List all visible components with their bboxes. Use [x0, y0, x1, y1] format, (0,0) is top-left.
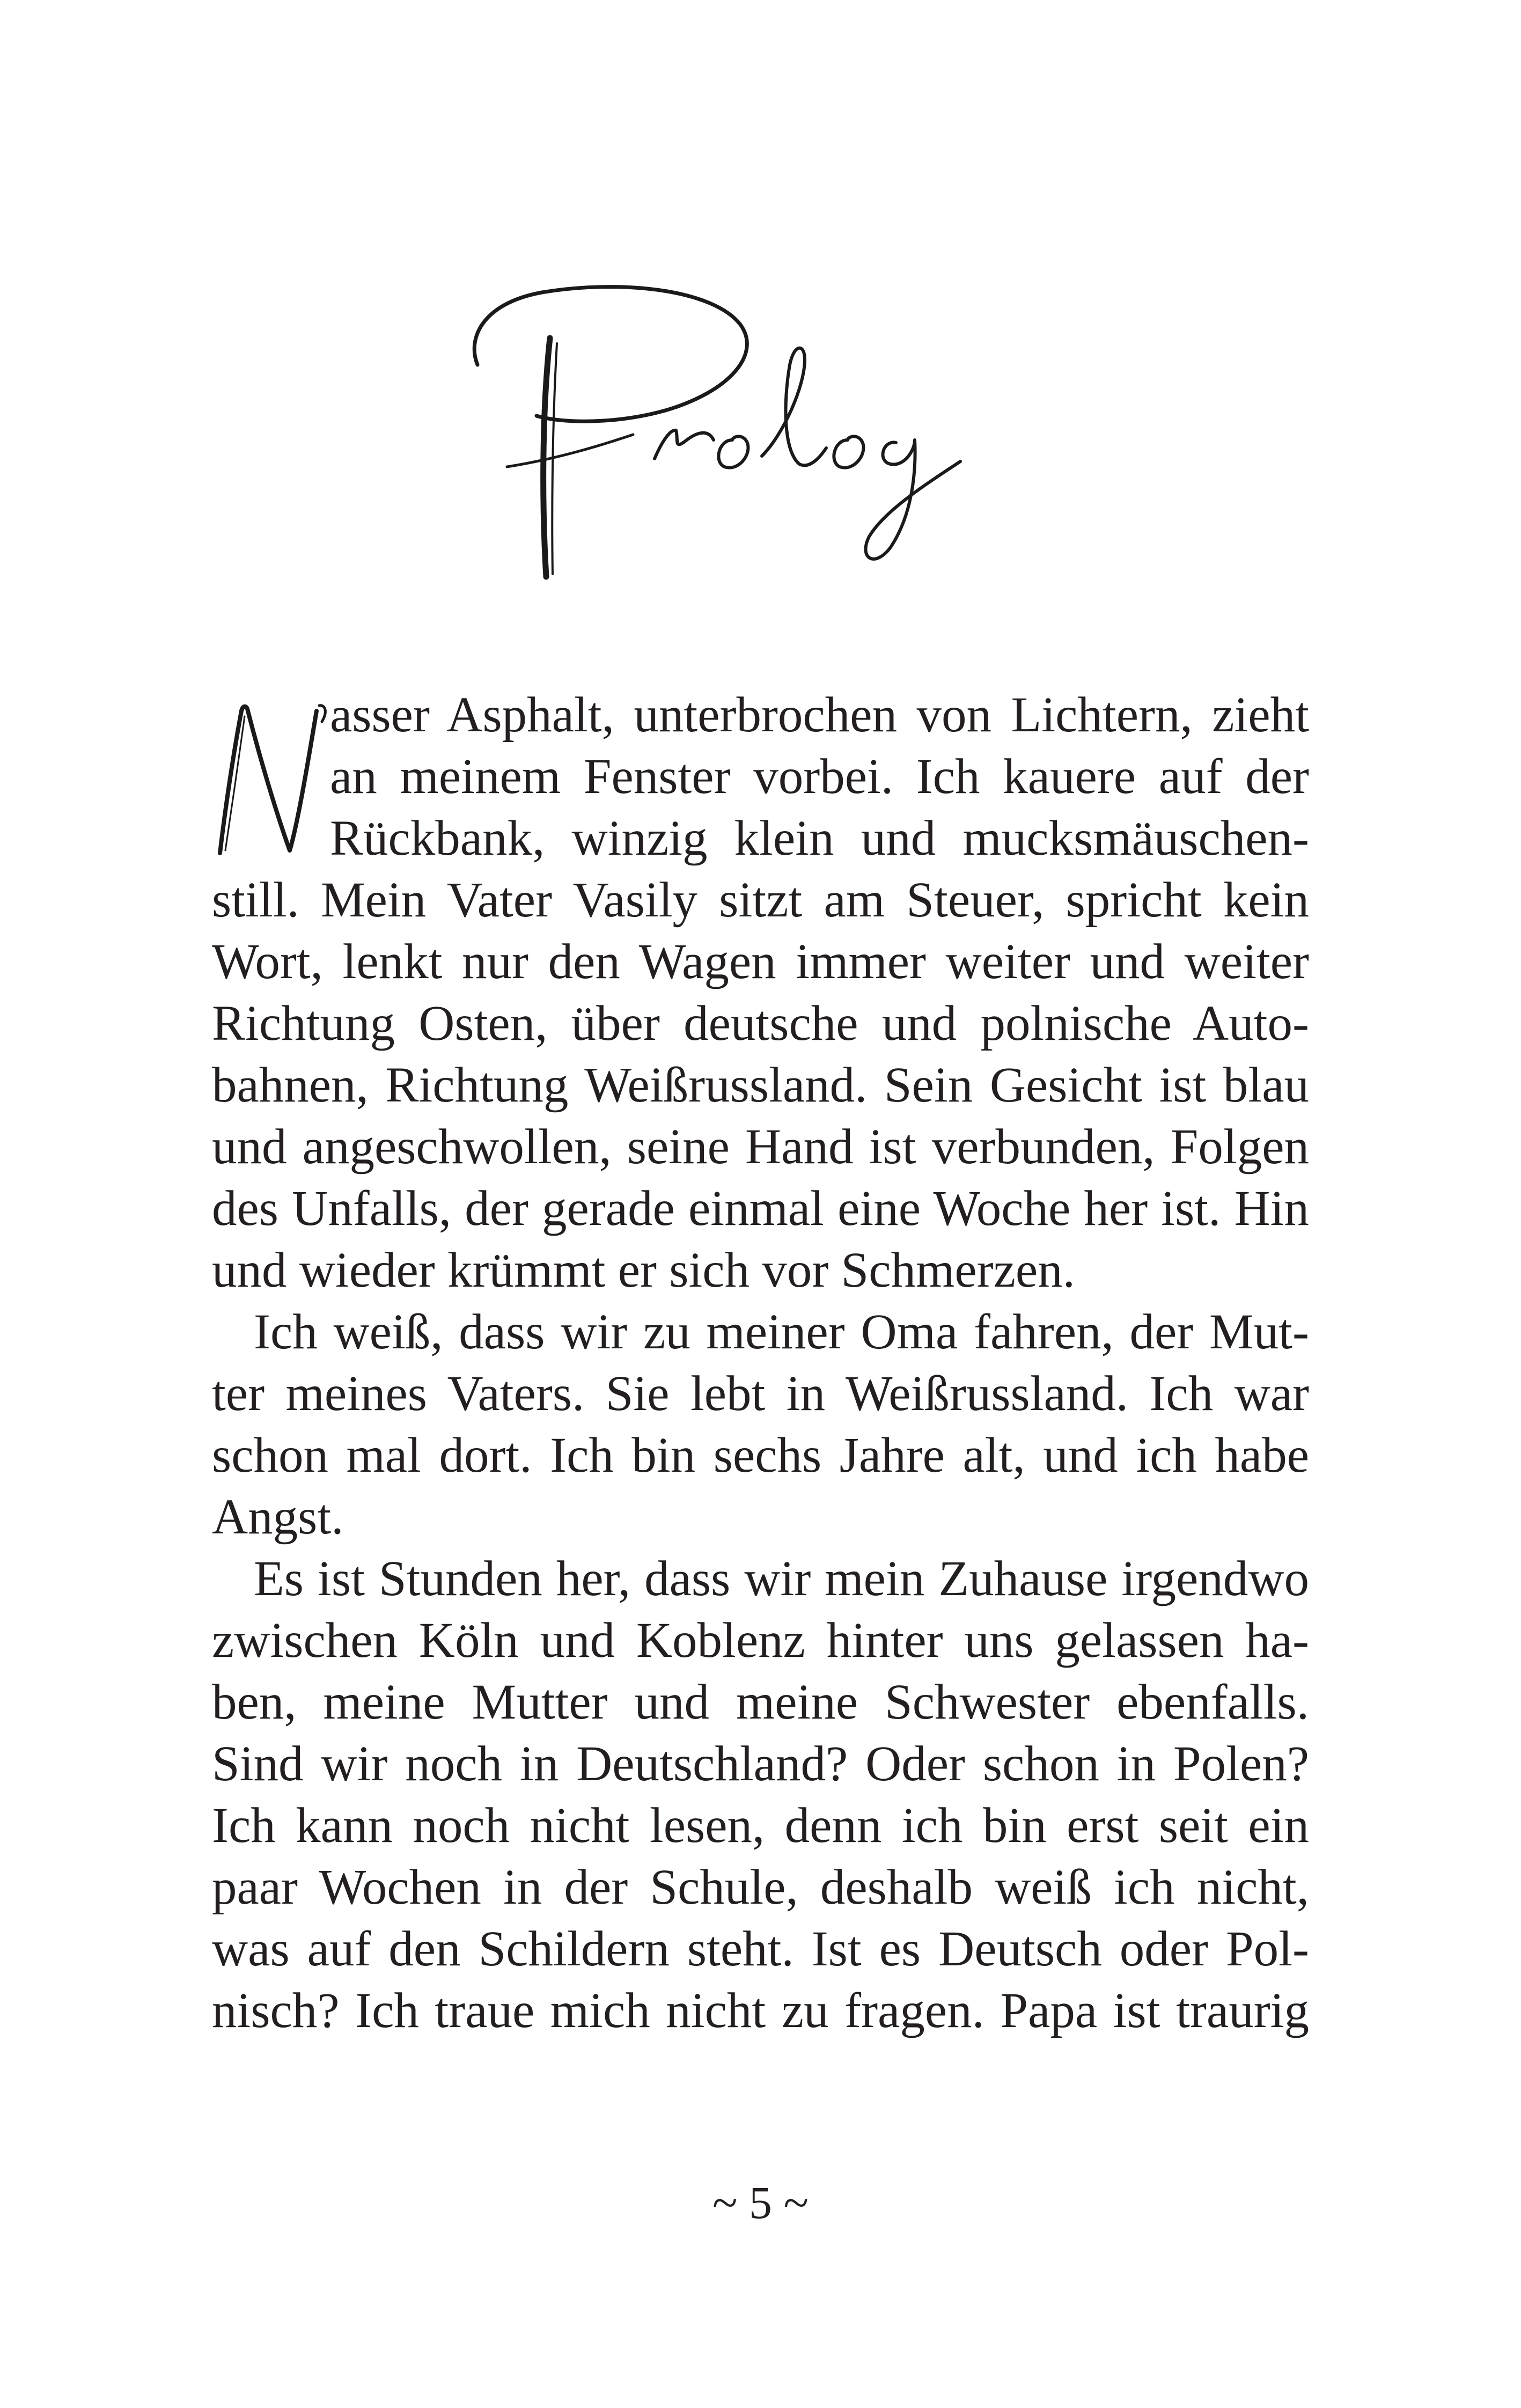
text-line: und wieder krümmt er sich vor Schmerzen. — [212, 1243, 1075, 1298]
text-line: ter meines Vaters. Sie lebt in Weißrussland. Ich war — [212, 1366, 1309, 1421]
text-line: bahnen, Richtung Weißrussland. Sein Gesicht ist blau — [212, 1058, 1309, 1113]
text-line: was auf den Schildern steht. Ist es Deutsch oder Pol- — [212, 1921, 1309, 1977]
text-line: asser Asphalt, unterbrochen von Lichtern, zieht — [330, 687, 1309, 743]
page-number: ~ 5 ~ — [712, 2177, 809, 2228]
text-line: ben, meine Mutter und meine Schwester ebenfalls. — [212, 1675, 1309, 1730]
text-line: Ich weiß, dass wir zu meiner Oma fahren, der Mut- — [254, 1304, 1309, 1360]
text-line: schon mal dort. Ich bin sechs Jahre alt, und ich habe — [212, 1428, 1309, 1483]
text-line: zwischen Köln und Koblenz hinter uns gelassen ha- — [212, 1613, 1309, 1668]
text-line: Sind wir noch in Deutschland? Oder schon in Polen? — [212, 1736, 1309, 1792]
text-line: Wort, lenkt nur den Wagen immer weiter und weiter — [212, 934, 1309, 989]
text-line: nisch? Ich traue mich nicht zu fragen. Papa ist traurig — [212, 1983, 1309, 2038]
text-line: des Unfalls, der gerade einmal eine Woche her ist. Hin — [212, 1181, 1309, 1236]
chapter-body-text — [212, 684, 1309, 2042]
text-line: Rückbank, winzig klein und mucksmäuschen- — [330, 811, 1309, 866]
text-line: paar Wochen in der Schule, deshalb weiß ich nicht, — [212, 1860, 1309, 1915]
text-line: an meinem Fenster vorbei. Ich kauere auf der — [330, 749, 1309, 804]
text-line: Angst. — [212, 1489, 344, 1545]
text-line: Es ist Stunden her, dass wir mein Zuhause irgendwo — [254, 1551, 1309, 1606]
text-line: Ich kann noch nicht lesen, denn ich bin erst seit ein — [212, 1798, 1309, 1853]
text-line: still. Mein Vater Vasily sitzt am Steuer, spricht kein — [212, 872, 1309, 928]
chapter-title-prolog-script — [461, 279, 998, 612]
text-line: Richtung Osten, über deutsche und polnische Auto- — [212, 996, 1309, 1051]
text-line: und angeschwollen, seine Hand ist verbunden, Folgen — [212, 1119, 1309, 1174]
